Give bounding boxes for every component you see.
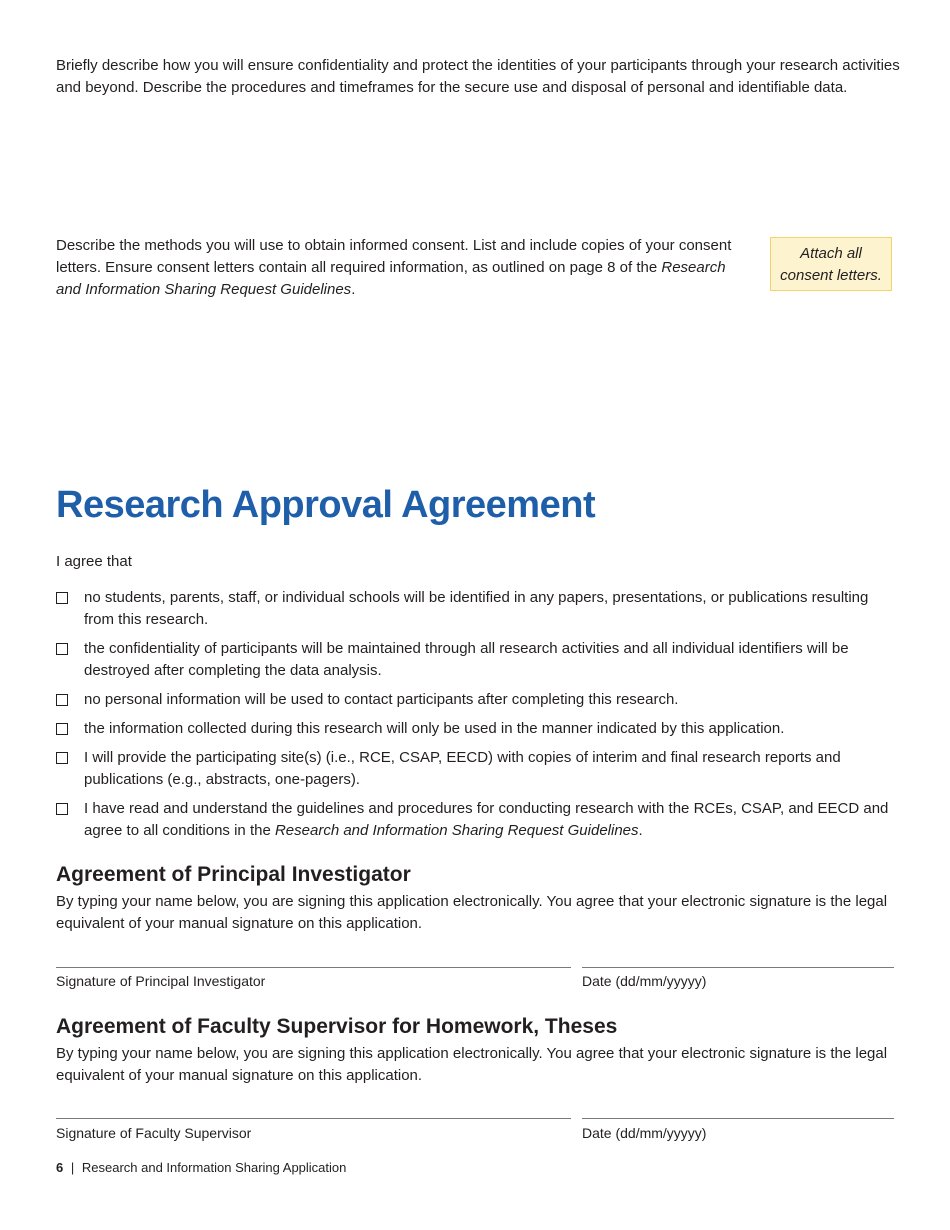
- agreement-item-text: I have read and understand the guidelines and procedures for conducting research with the RCEs, CSAP, and EECD and agree to all conditions in the: [84, 800, 889, 839]
- consent-prompt-text: Describe the methods you will use to obtain informed consent. List and include copies of your consent letters. Ensure consent letters contain all required information, as outlined on page 8 of the: [56, 237, 732, 276]
- consent-period: .: [351, 281, 356, 298]
- agreement-item-text: no personal information will be used to contact participants after completing this research.: [84, 691, 679, 708]
- agreement-item: [56, 747, 901, 791]
- note-line-2: consent letters.: [780, 267, 882, 284]
- agreement-item-period: .: [638, 822, 643, 839]
- agreement-item-text: no students, parents, staff, or individual schools will be identified in any papers, presentations, or publications resulting from this research.: [84, 589, 869, 628]
- checkbox[interactable]: [56, 592, 68, 604]
- checkbox[interactable]: [56, 803, 68, 815]
- agreement-checklist: [56, 587, 901, 849]
- agreement-guidelines-title: Research and Information Sharing Request Guidelines: [274, 822, 639, 839]
- agreement-item: [56, 587, 901, 631]
- consent-guidelines-title: Research and Information Sharing Request Guidelines: [56, 259, 726, 298]
- agreement-item: [56, 689, 901, 711]
- agreement-item-text: the information collected during this research will only be used in the manner indicated by this application.: [84, 720, 785, 737]
- faculty-text: By typing your name below, you are signing this application electronically. You agree that your electronic signature is the legal equivalent of your manual signature on this application.: [56, 1045, 888, 1084]
- faculty-signature-field[interactable]: [56, 1118, 571, 1119]
- checkbox[interactable]: [56, 694, 68, 706]
- attach-consent-note: [770, 237, 892, 291]
- agreement-title: Research Approval Agreement: [56, 484, 596, 526]
- agreement-item: [56, 798, 901, 842]
- faculty-signature-label: Signature of Faculty Supervisor: [56, 1125, 252, 1141]
- page-footer: [56, 1158, 346, 1178]
- consent-prompt: [56, 235, 746, 301]
- agreement-intro: I agree that: [56, 553, 132, 570]
- footer-document-title: Research and Information Sharing Application: [81, 1160, 347, 1175]
- confidentiality-prompt: Briefly describe how you will ensure confidentiality and protect the identities of your participants through your research activities and beyond. Describe the procedures and timeframes for the secure use and disposal of personal and identifiable data.: [56, 57, 900, 96]
- checkbox[interactable]: [56, 752, 68, 764]
- checkbox[interactable]: [56, 643, 68, 655]
- agreement-item-text: the confidentiality of participants will be maintained through all research activities and all individual identifiers will be destroyed after completing the data analysis.: [84, 640, 849, 679]
- pi-date-field[interactable]: [582, 967, 894, 968]
- faculty-heading: Agreement of Faculty Supervisor for Homework, Theses: [56, 1015, 618, 1038]
- checkbox[interactable]: [56, 723, 68, 735]
- agreement-item: [56, 638, 901, 682]
- note-line-1: Attach all: [800, 245, 862, 262]
- pi-date-label: Date (dd/mm/yyyyy): [582, 973, 707, 989]
- faculty-date-field[interactable]: [582, 1118, 894, 1119]
- agreement-item-text: I will provide the participating site(s) (i.e., RCE, CSAP, EECD) with copies of interim and final research reports and publications (e.g., abstracts, one-pagers).: [84, 749, 841, 788]
- pi-text: By typing your name below, you are signing this application electronically. You agree that your electronic signature is the legal equivalent of your manual signature on this application.: [56, 893, 888, 932]
- pi-signature-field[interactable]: [56, 967, 571, 968]
- page-number: 6: [56, 1160, 64, 1175]
- pi-heading: Agreement of Principal Investigator: [56, 863, 411, 886]
- faculty-date-label: Date (dd/mm/yyyyy): [582, 1125, 707, 1141]
- footer-separator: |: [70, 1160, 75, 1175]
- agreement-item: [56, 718, 901, 740]
- pi-signature-label: Signature of Principal Investigator: [56, 973, 266, 989]
